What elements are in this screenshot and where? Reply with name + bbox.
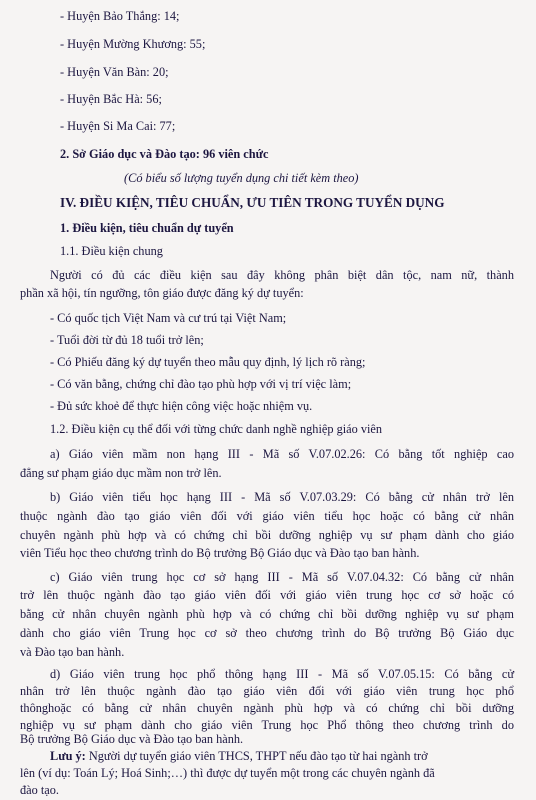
paragraph-c-line: dành cho giáo viên Trung học cơ sở theo chương trình do Bộ trưởng Bộ Giáo dục (20, 625, 514, 640)
paragraph-c-line: bằng cử nhân chuyên ngành phù hợp và có chứng chỉ bồi dưỡng nghiệp vụ sư phạm (20, 607, 514, 622)
paragraph-c-line: c) Giáo viên trung học cơ sở hạng III - Mã số V.07.04.32: Có bằng cử nhân (50, 569, 514, 584)
section-2-note: (Có biểu số lượng tuyển dụng chi tiết kèm theo) (124, 171, 359, 186)
section-2-heading: 2. Sở Giáo dục và Đào tạo: 96 viên chức (60, 146, 269, 161)
district-item: - Huyện Si Ma Cai: 77; (60, 118, 176, 133)
paragraph-d-line: d) Giáo viên trung học phổ thông hạng III - Mã số V.07.05.15: Có bằng cử (50, 667, 514, 681)
condition-item: - Có quốc tịch Việt Nam và cư trú tại Việt Nam; (50, 310, 287, 325)
subsection-1-heading: 1. Điều kiện, tiêu chuẩn dự tuyển (60, 220, 234, 235)
condition-item: - Có văn bằng, chứng chỉ đào tạo phù hợp với vị trí việc làm; (50, 377, 352, 392)
paragraph-d-line: thônghoặc có bằng cử nhân chuyên ngành phù hợp và có chứng chỉ bồi dưỡng (20, 700, 514, 715)
condition-item: - Đủ sức khoẻ để thực hiện công việc hoặc nhiệm vụ. (50, 399, 313, 414)
note-text: Người dự tuyển giáo viên THCS, THPT nếu đào tạo từ hai ngành trở (85, 749, 428, 764)
subsection-1-1-heading: 1.1. Điều kiện chung (60, 244, 163, 259)
subsection-1-2-heading: 1.2. Điều kiện cụ thể đối với từng chức danh nghề nghiệp giáo viên (50, 421, 383, 436)
condition-item: - Có Phiếu đăng ký dự tuyển theo mẫu quy định, lý lịch rõ ràng; (50, 354, 366, 369)
condition-item: - Tuổi đời từ đủ 18 tuổi trở lên; (50, 333, 204, 348)
paragraph-c-line: và Đào tạo ban hành. (20, 644, 125, 659)
note-line (50, 748, 428, 764)
district-item: - Huyện Bắc Hà: 56; (60, 91, 162, 106)
intro-line: Người có đủ các điều kiện sau đây không phân biệt dân tộc, nam nữ, thành (50, 267, 514, 282)
note-label: Lưu ý: (50, 749, 86, 764)
paragraph-b-line: b) Giáo viên tiểu học hạng III - Mã số V.07.03.29: Có bằng cử nhân trở lên (50, 490, 514, 505)
paragraph-a-line: a) Giáo viên mầm non hạng III - Mã số V.07.02.26: Có bằng tốt nghiệp cao (50, 447, 514, 462)
paragraph-b-line: chuyên ngành phù hợp và có chứng chỉ bồi dưỡng nghiệp vụ sư phạm dành cho giáo (20, 527, 514, 542)
note-line: lên (ví dụ: Toán Lý; Hoá Sinh;…) thì được dự tuyển một trong các chuyên ngành đã (20, 766, 435, 781)
paragraph-b-line: thuộc ngành đào tạo giáo viên đối với giáo viên tiểu học hoặc có bằng cử nhân (20, 508, 514, 523)
note-line: đào tạo. (20, 783, 59, 797)
paragraph-d-line: Bộ trưởng Bộ Giáo dục và Đào tạo ban hành. (20, 732, 244, 747)
district-item: - Huyện Mường Khương: 55; (60, 37, 206, 52)
district-item: - Huyện Văn Bàn: 20; (60, 64, 169, 79)
paragraph-d-line: nhân trở lên thuộc ngành đào tạo giáo viên đối với giáo viên trung học phổ (20, 683, 514, 698)
paragraph-b-line: viên Tiểu học theo chương trình do Bộ trưởng Bộ Giáo dục và Đào tạo ban hành. (20, 546, 420, 561)
district-item: - Huyện Bảo Thắng: 14; (60, 9, 180, 24)
paragraph-a-line: đẳng sư phạm giáo dục mầm non trở lên. (20, 465, 222, 480)
paragraph-c-line: trở lên thuộc ngành đào tạo giáo viên đối với giáo viên trung học cơ sở hoặc có (20, 588, 514, 603)
paragraph-d-line: nghiệp vụ sư phạm dành cho giáo viên Trung học Phổ thông theo chương trình do (20, 717, 514, 732)
intro-line: phần xã hội, tín ngưỡng, tôn giáo được đăng ký dự tuyển: (20, 286, 304, 301)
section-iv-heading: IV. ĐIỀU KIỆN, TIÊU CHUẨN, ƯU TIÊN TRONG TUYỂN DỤNG (60, 194, 445, 210)
